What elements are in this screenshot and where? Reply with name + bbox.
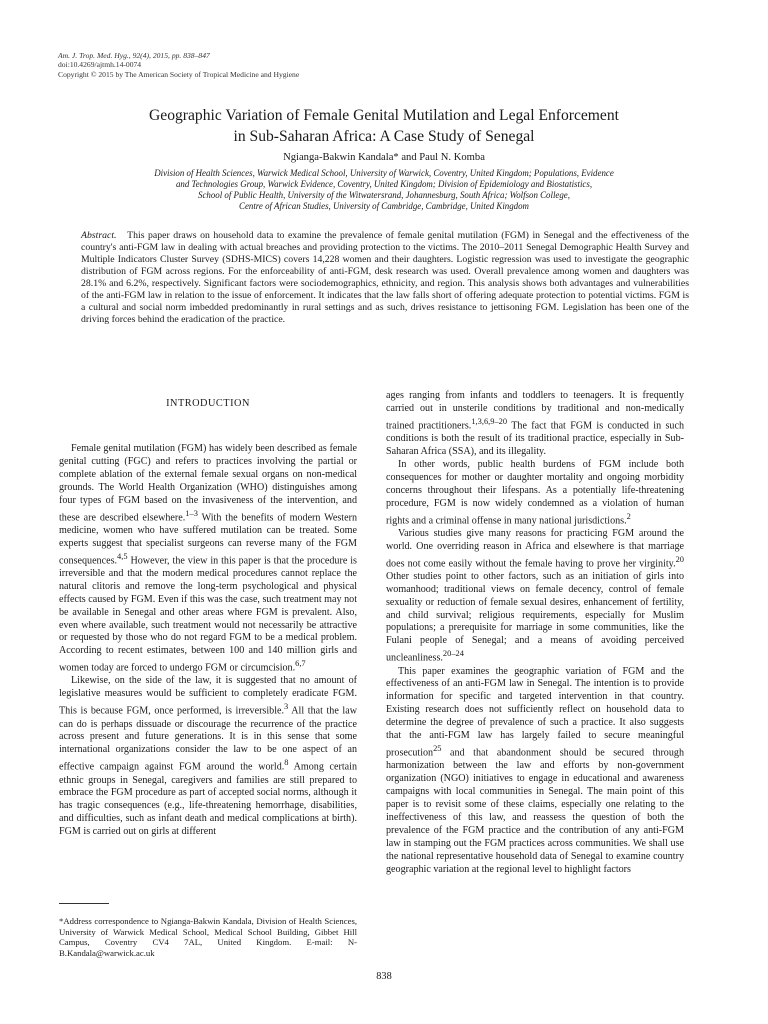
- journal-citation: Am. J. Trop. Med. Hyg., 92(4), 2015, pp. 838–847: [58, 51, 210, 60]
- citation-ref: 4,5: [117, 551, 128, 561]
- affiliation-line: Division of Health Sciences, Warwick Medical School, University of Warwick, Coventry, United Kingdom; Populations, Evidence: [154, 168, 614, 178]
- citation-ref: 1,3,6,9–20: [471, 416, 508, 426]
- doi: doi:10.4269/ajtmh.14-0074: [58, 60, 142, 70]
- journal-header: [58, 51, 418, 79]
- section-heading-introduction: INTRODUCTION: [166, 398, 250, 409]
- citation-ref: 2: [626, 511, 631, 521]
- abstract-label: Abstract.: [81, 230, 117, 241]
- page-number: 838: [376, 971, 392, 982]
- title-line-2: in Sub-Saharan Africa: A Case Study of Senegal: [233, 128, 535, 145]
- body-paragraph-continued: ages ranging from infants and toddlers to teenagers. It is frequently carried out in unsterile conditions by traditional and non-medically trained practitioners.$^{1,3,6,9-20}$ The fact that FGM is conducted in such conditions is both the result of its traditional practice, especially in Sub-Saharan Africa (SSA), and its illegality.: [386, 390, 684, 457]
- affiliation-line: Centre of African Studies, University of Cambridge, Cambridge, United Kingdom: [239, 201, 529, 212]
- left-column: [59, 397, 357, 839]
- abstract: [81, 230, 689, 326]
- body-paragraph: Various studies give many reasons for practicing FGM around the world. One overriding reason in Africa and elsewhere is that marriage does not come easily without the female having to prove her virginity.$^{20}$ Other studies point to other factors, such as an initiation of girls into womanhood; traditional views on female decency, control of female sexuality or reduction of female sexual desires, enhancement of fertility, and child survival; religious requirements, especially for Muslim populations; a prerequisite for marriage in some communities, like the Fulani people of Senegal; and a means of avoiding perceived uncleanliness.$^{20-24}$: [386, 527, 684, 664]
- body-paragraph: In other words, public health burdens of FGM include both consequences for mother or daughter mortality and ongoing morbidity concerns throughout their lifespans. As a potentially life-threatening procedure, FGM is now widely condemned as a violation of human rights and a criminal offense in many national jurisdictions.$^2$: [386, 458, 684, 526]
- affiliations: [84, 168, 684, 212]
- copyright-line: Copyright © 2015 by The American Society of Tropical Medicine and Hygiene: [58, 69, 300, 79]
- citation-ref: 25: [433, 744, 442, 753]
- citation-ref: 20: [675, 554, 684, 564]
- body-paragraph: Likewise, on the side of the law, it is suggested that no amount of legislative measures would be sufficient to completely eradicate FGM. This is because FGM, once performed, is irreversible.$^3$ All that the law can do is perhaps dissuade or discourage the recurrence of the practice across present and future generations. It is in this sense that some international organizations consider the law to be one aspect of an effective campaign against FGM around the world.$^8$ Among certain ethnic groups in Senegal, caregivers and families are still prepared to embrace the FGM procedure as part of accepted social norms, although it has tragic consequences (e.g., life-threatening hemorrhage, disabilities, and difficulties, such as infant death and medical complications at birth). FGM is carried out on girls at different: [59, 675, 357, 838]
- footnote-divider: [59, 903, 109, 904]
- citation-ref: 1–3: [185, 508, 198, 518]
- author-list: Ngianga-Bakwin Kandala* and Paul N. Komba: [283, 152, 485, 163]
- citation-ref: 6,7: [295, 659, 306, 669]
- abstract-text: This paper draws on household data to examine the prevalence of female genital mutilation (FGM) in Senegal and the effectiveness of the country's anti-FGM law in dealing with actual breaches and providing protection to the victims. The 2010–2011 Senegal Demographic Health Survey and Multiple Indicators Cluster Survey (SDHS-MICS) covers 14,228 women and their daughters. Logistic regression was used to investigate the geographic distribution of FGM across regions. For the enforceability of anti-FGM, desk research was used. Overall prevalence among women and daughters was 28.1% and 6.2%, respectively. Significant factors were sociodemographics, ethnicity, and region. This analysis shows both advantages and vulnerabilities of the anti-FGM law in relation to the issue of enforcement. It indicates that the law falls short of offering adequate protection to potential victims. FGM is a cultural and social norm imbedded predominantly in rural settings and as such, drives resistance to jettisoning FGM. Legislation has been one of the driving forces behind the eradication of the practice.: [81, 230, 689, 325]
- citation-ref: 3: [284, 702, 289, 712]
- citation-ref: 8: [284, 758, 289, 768]
- title-line-1: Geographic Variation of Female Genital Mutilation and Legal Enforcement: [149, 107, 619, 124]
- right-column: [386, 390, 684, 876]
- paper-title: [84, 105, 684, 147]
- citation-ref: 20–24: [442, 649, 464, 659]
- affiliation-line: School of Public Health, University of the Witwatersrand, Johannesburg, South Africa; Wolfson College,: [198, 190, 570, 201]
- affiliation-line: and Technologies Group, Warwick Evidence, Coventry, United Kingdom; Division of Epidemiology and Biostatistics,: [175, 179, 593, 190]
- body-paragraph: Female genital mutilation (FGM) has widely been described as female genital cutting (FGC) and refers to practices involving the partial or complete ablation of the external female sexual organs on non-medical grounds. The World Health Organization (WHO) distinguishes among four types of FGM based on the invasiveness of the intervention, and these are described elsewhere.$^{1-3}$ With the benefits of modern Western medicine, women who have suffered mutilation can be treated. Some experts suggest that specialist surgeons can reverse many of the FGM consequences.$^{4,5}$ However, the view in this paper is that the procedure is irreversible and that the modern medical procedures cannot replace the natural clitoris and remove the long-term psychological and physical effects caused by FGM. Even if this was the case, such treatment may not be available in Senegal and other areas where FGM is prevalent. Also, even where available, such treatment would not necessarily be attractive or requested by those who do not regard FGM to be a medical problem. According to recent estimates, between 100 and 140 million girls and women today are forced to undergo FGM or circumcision.$^{6,7}$: [59, 443, 357, 674]
- body-paragraph: This paper examines the geographic variation of FGM and the effectiveness of an anti-FGM law in Senegal. The intention is to provide information for specific and targeted intervention in that country. Existing research does not sufficiently reflect on household data to determine the degree of prevalence of such a practice. It also suggests that the anti-FGM law has largely failed to secure meaningful prosecution$^{25}$ and that abandonment should be secured through harmonization between the law and efforts by non-government organization (NGO) initiatives to engage in educational and awareness campaigns with local communities in Senegal. The main point of this paper is to revisit some of these claims, especially one relating to the ineffectiveness of this law, and reassess the question of both the prevalence of the FGM practice and the contribution of any anti-FGM law in stamping out the FGM practices across communities. We shall use the national representative household data of Senegal to examine country geographic variation at the regional level to highlight factors: [386, 665, 684, 875]
- correspondence-footnote: *Address correspondence to Ngianga-Bakwin Kandala, Division of Health Sciences, University of Warwick Medical School, Medical School Building, Gibbet Hill Campus, Coventry CV4 7AL, United Kingdom. E-mail: N-B.Kandala@warwick.ac.uk: [59, 916, 357, 958]
